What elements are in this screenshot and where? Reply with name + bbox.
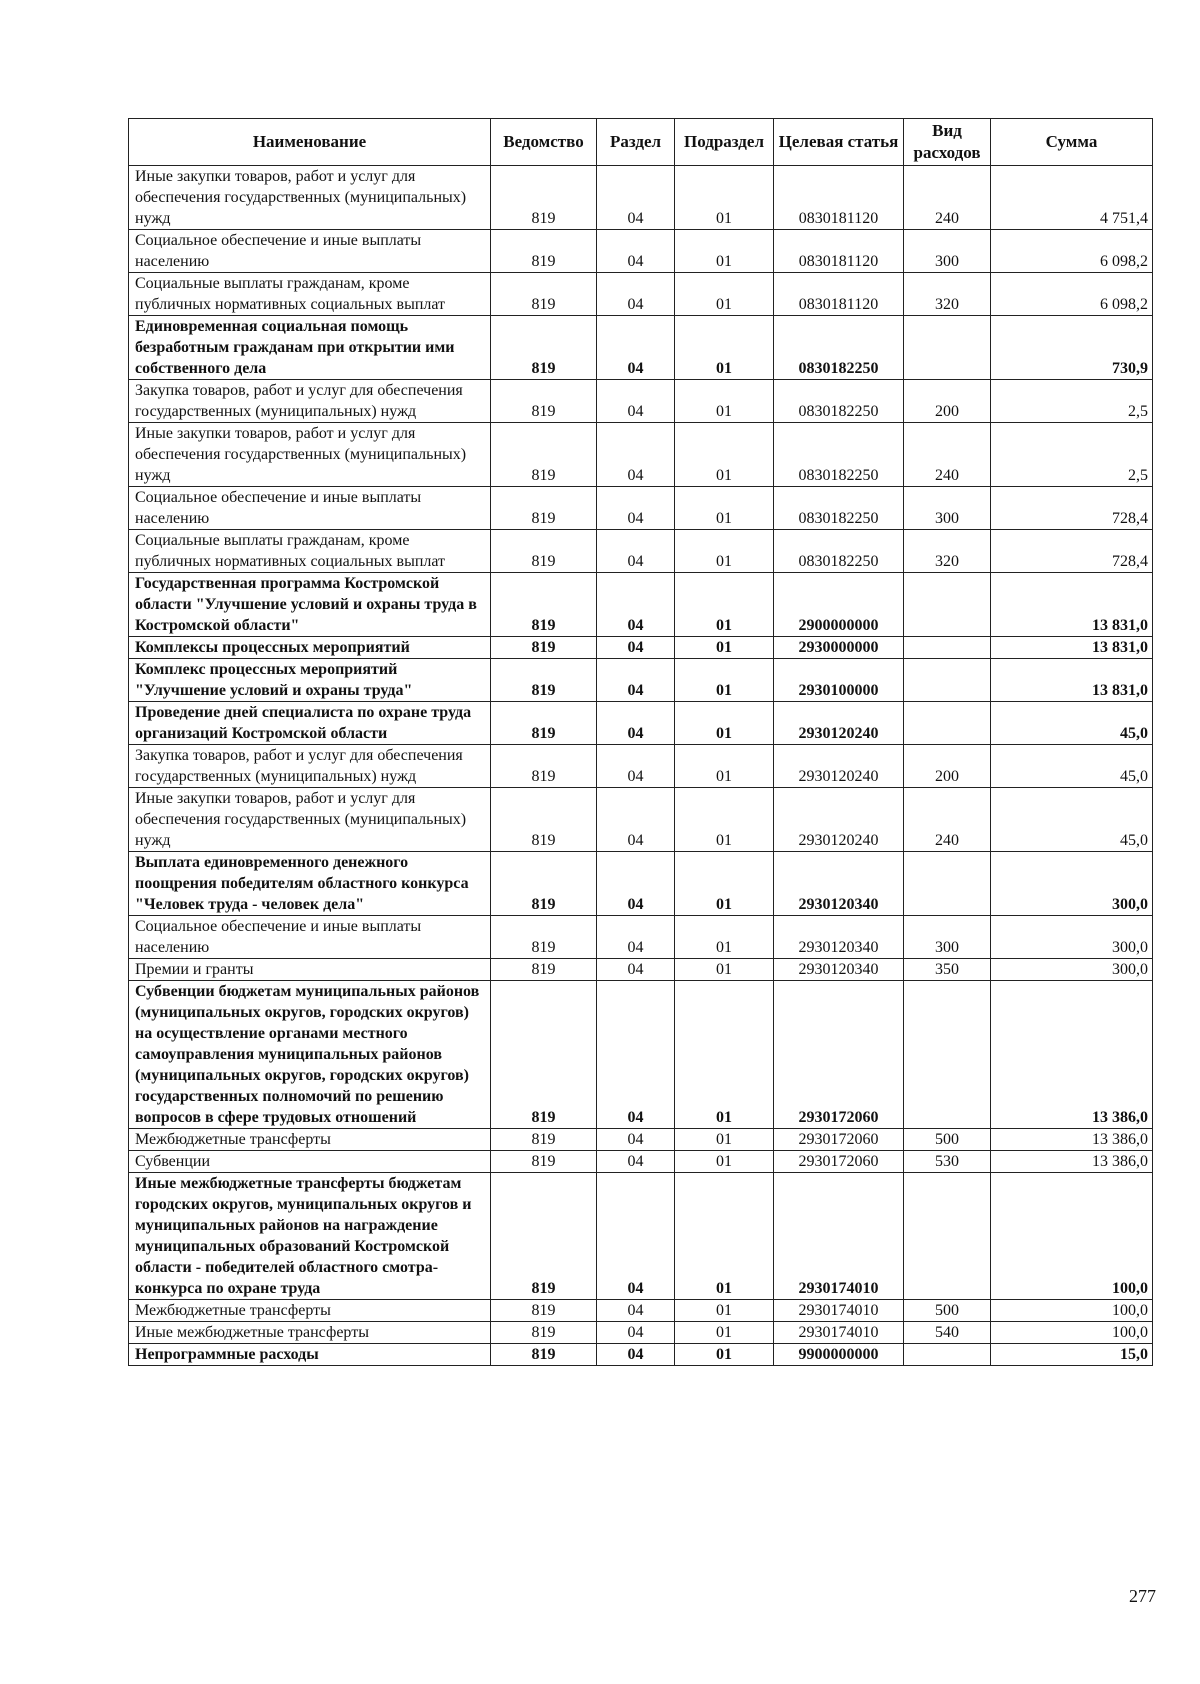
cell-department: 819 xyxy=(491,166,597,230)
header-subsection: Подраздел xyxy=(675,119,774,166)
table-row xyxy=(129,637,1153,659)
cell-target-article: 2930174010 xyxy=(774,1322,904,1344)
header-expense-type: Вид расходов xyxy=(904,119,991,166)
table-row xyxy=(129,1129,1153,1151)
cell-name: Социальные выплаты гражданам, кроме публичных нормативных социальных выплат xyxy=(129,273,491,316)
cell-name: Социальное обеспечение и иные выплаты населению xyxy=(129,230,491,273)
table-row xyxy=(129,530,1153,573)
cell-department: 819 xyxy=(491,530,597,573)
cell-name: Иные закупки товаров, работ и услуг для обеспечения государственных (муниципальных) нужд xyxy=(129,423,491,487)
cell-name: Государственная программа Костромской области "Улучшение условий и охраны труда в Костромской области" xyxy=(129,573,491,637)
cell-name: Межбюджетные трансферты xyxy=(129,1129,491,1151)
cell-subsection: 01 xyxy=(675,273,774,316)
cell-section: 04 xyxy=(597,273,675,316)
cell-subsection: 01 xyxy=(675,1322,774,1344)
cell-expense-type xyxy=(904,852,991,916)
cell-name: Единовременная социальная помощь безработным гражданам при открытии ими собственного дела xyxy=(129,316,491,380)
cell-sum: 100,0 xyxy=(991,1300,1153,1322)
cell-subsection: 01 xyxy=(675,530,774,573)
cell-target-article: 2930172060 xyxy=(774,981,904,1129)
cell-department: 819 xyxy=(491,1344,597,1366)
table-row xyxy=(129,1322,1153,1344)
cell-section: 04 xyxy=(597,1129,675,1151)
cell-sum: 13 386,0 xyxy=(991,1129,1153,1151)
cell-section: 04 xyxy=(597,788,675,852)
cell-section: 04 xyxy=(597,573,675,637)
cell-sum: 100,0 xyxy=(991,1173,1153,1300)
cell-department: 819 xyxy=(491,487,597,530)
cell-name: Социальное обеспечение и иные выплаты населению xyxy=(129,487,491,530)
cell-expense-type: 350 xyxy=(904,959,991,981)
cell-department: 819 xyxy=(491,423,597,487)
cell-subsection: 01 xyxy=(675,745,774,788)
cell-subsection: 01 xyxy=(675,659,774,702)
cell-target-article: 0830182250 xyxy=(774,316,904,380)
cell-subsection: 01 xyxy=(675,423,774,487)
cell-name: Премии и гранты xyxy=(129,959,491,981)
cell-department: 819 xyxy=(491,1300,597,1322)
header-target-article: Целевая статья xyxy=(774,119,904,166)
cell-department: 819 xyxy=(491,1322,597,1344)
cell-sum: 45,0 xyxy=(991,788,1153,852)
cell-expense-type: 300 xyxy=(904,487,991,530)
table-body xyxy=(129,166,1153,1366)
table-row xyxy=(129,1173,1153,1300)
cell-section: 04 xyxy=(597,981,675,1129)
table-header-row xyxy=(129,119,1153,166)
cell-sum: 100,0 xyxy=(991,1322,1153,1344)
cell-target-article: 9900000000 xyxy=(774,1344,904,1366)
cell-sum: 4 751,4 xyxy=(991,166,1153,230)
table-row xyxy=(129,166,1153,230)
table-row xyxy=(129,230,1153,273)
cell-expense-type xyxy=(904,659,991,702)
cell-department: 819 xyxy=(491,573,597,637)
cell-sum: 730,9 xyxy=(991,316,1153,380)
cell-target-article: 2930120240 xyxy=(774,788,904,852)
table-row xyxy=(129,573,1153,637)
cell-expense-type: 530 xyxy=(904,1151,991,1173)
table-row xyxy=(129,380,1153,423)
table-row xyxy=(129,1151,1153,1173)
cell-sum: 13 831,0 xyxy=(991,659,1153,702)
cell-expense-type: 240 xyxy=(904,788,991,852)
cell-target-article: 0830182250 xyxy=(774,487,904,530)
cell-sum: 13 386,0 xyxy=(991,1151,1153,1173)
table-row xyxy=(129,273,1153,316)
table-row xyxy=(129,487,1153,530)
cell-name: Закупка товаров, работ и услуг для обеспечения государственных (муниципальных) нужд xyxy=(129,745,491,788)
cell-department: 819 xyxy=(491,659,597,702)
cell-sum: 15,0 xyxy=(991,1344,1153,1366)
cell-sum: 6 098,2 xyxy=(991,230,1153,273)
budget-table xyxy=(128,118,1153,1366)
cell-name: Комплексы процессных мероприятий xyxy=(129,637,491,659)
cell-department: 819 xyxy=(491,316,597,380)
cell-section: 04 xyxy=(597,1322,675,1344)
cell-department: 819 xyxy=(491,1173,597,1300)
cell-expense-type: 500 xyxy=(904,1300,991,1322)
cell-subsection: 01 xyxy=(675,573,774,637)
cell-section: 04 xyxy=(597,659,675,702)
cell-subsection: 01 xyxy=(675,380,774,423)
cell-subsection: 01 xyxy=(675,166,774,230)
header-sum: Сумма xyxy=(991,119,1153,166)
cell-department: 819 xyxy=(491,916,597,959)
cell-department: 819 xyxy=(491,788,597,852)
table-row xyxy=(129,959,1153,981)
cell-target-article: 2900000000 xyxy=(774,573,904,637)
cell-sum: 2,5 xyxy=(991,380,1153,423)
cell-name: Социальные выплаты гражданам, кроме публичных нормативных социальных выплат xyxy=(129,530,491,573)
cell-target-article: 2930172060 xyxy=(774,1129,904,1151)
cell-name: Непрограммные расходы xyxy=(129,1344,491,1366)
cell-target-article: 2930174010 xyxy=(774,1173,904,1300)
cell-expense-type xyxy=(904,1173,991,1300)
page-number: 277 xyxy=(1129,1586,1156,1606)
cell-subsection: 01 xyxy=(675,1344,774,1366)
cell-department: 819 xyxy=(491,981,597,1129)
table-row xyxy=(129,745,1153,788)
table-row xyxy=(129,702,1153,745)
cell-subsection: 01 xyxy=(675,487,774,530)
cell-section: 04 xyxy=(597,423,675,487)
table-row xyxy=(129,1344,1153,1366)
cell-target-article: 2930120340 xyxy=(774,916,904,959)
cell-expense-type: 300 xyxy=(904,230,991,273)
cell-name: Иные закупки товаров, работ и услуг для обеспечения государственных (муниципальных) нужд xyxy=(129,788,491,852)
cell-target-article: 2930120240 xyxy=(774,702,904,745)
cell-name: Социальное обеспечение и иные выплаты населению xyxy=(129,916,491,959)
cell-sum: 13 831,0 xyxy=(991,573,1153,637)
table-row xyxy=(129,1300,1153,1322)
cell-section: 04 xyxy=(597,380,675,423)
cell-expense-type xyxy=(904,702,991,745)
table-row xyxy=(129,659,1153,702)
cell-subsection: 01 xyxy=(675,316,774,380)
cell-subsection: 01 xyxy=(675,1151,774,1173)
table-row xyxy=(129,916,1153,959)
cell-name: Иные закупки товаров, работ и услуг для обеспечения государственных (муниципальных) нужд xyxy=(129,166,491,230)
cell-sum: 2,5 xyxy=(991,423,1153,487)
cell-section: 04 xyxy=(597,530,675,573)
header-name: Наименование xyxy=(129,119,491,166)
cell-target-article: 0830181120 xyxy=(774,166,904,230)
cell-sum: 45,0 xyxy=(991,702,1153,745)
cell-target-article: 2930120240 xyxy=(774,745,904,788)
cell-department: 819 xyxy=(491,702,597,745)
cell-expense-type: 300 xyxy=(904,916,991,959)
cell-expense-type: 240 xyxy=(904,166,991,230)
cell-subsection: 01 xyxy=(675,1300,774,1322)
cell-department: 819 xyxy=(491,380,597,423)
cell-name: Комплекс процессных мероприятий "Улучшение условий и охраны труда" xyxy=(129,659,491,702)
cell-department: 819 xyxy=(491,637,597,659)
cell-subsection: 01 xyxy=(675,1173,774,1300)
cell-section: 04 xyxy=(597,230,675,273)
cell-name: Межбюджетные трансферты xyxy=(129,1300,491,1322)
cell-target-article: 0830181120 xyxy=(774,230,904,273)
cell-expense-type: 320 xyxy=(904,273,991,316)
cell-expense-type xyxy=(904,573,991,637)
cell-target-article: 0830181120 xyxy=(774,273,904,316)
cell-subsection: 01 xyxy=(675,702,774,745)
cell-target-article: 0830182250 xyxy=(774,380,904,423)
cell-target-article: 2930172060 xyxy=(774,1151,904,1173)
cell-expense-type xyxy=(904,981,991,1129)
cell-sum: 728,4 xyxy=(991,487,1153,530)
cell-name: Иные межбюджетные трансферты бюджетам городских округов, муниципальных округов и муниципальных районов на награждение муниципальных образований Костромской области - победителей областного смотра-конкурса по охране труда xyxy=(129,1173,491,1300)
cell-target-article: 2930174010 xyxy=(774,1300,904,1322)
cell-section: 04 xyxy=(597,316,675,380)
cell-name: Проведение дней специалиста по охране труда организаций Костромской области xyxy=(129,702,491,745)
cell-subsection: 01 xyxy=(675,230,774,273)
header-department: Ведомство xyxy=(491,119,597,166)
cell-department: 819 xyxy=(491,273,597,316)
cell-name: Иные межбюджетные трансферты xyxy=(129,1322,491,1344)
header-section: Раздел xyxy=(597,119,675,166)
cell-department: 819 xyxy=(491,230,597,273)
cell-subsection: 01 xyxy=(675,959,774,981)
budget-table-sheet xyxy=(128,118,1152,1366)
cell-section: 04 xyxy=(597,487,675,530)
cell-sum: 300,0 xyxy=(991,916,1153,959)
cell-expense-type: 540 xyxy=(904,1322,991,1344)
cell-expense-type xyxy=(904,1344,991,1366)
cell-subsection: 01 xyxy=(675,981,774,1129)
cell-section: 04 xyxy=(597,1344,675,1366)
cell-expense-type: 320 xyxy=(904,530,991,573)
cell-subsection: 01 xyxy=(675,852,774,916)
cell-subsection: 01 xyxy=(675,916,774,959)
table-row xyxy=(129,316,1153,380)
cell-department: 819 xyxy=(491,1129,597,1151)
cell-subsection: 01 xyxy=(675,1129,774,1151)
cell-sum: 13 831,0 xyxy=(991,637,1153,659)
cell-sum: 728,4 xyxy=(991,530,1153,573)
cell-department: 819 xyxy=(491,745,597,788)
cell-sum: 6 098,2 xyxy=(991,273,1153,316)
table-row xyxy=(129,423,1153,487)
cell-section: 04 xyxy=(597,852,675,916)
cell-department: 819 xyxy=(491,852,597,916)
cell-name: Выплата единовременного денежного поощрения победителям областного конкурса "Человек труда - человек дела" xyxy=(129,852,491,916)
cell-sum: 300,0 xyxy=(991,852,1153,916)
table-row xyxy=(129,788,1153,852)
table-row xyxy=(129,981,1153,1129)
cell-expense-type: 500 xyxy=(904,1129,991,1151)
cell-sum: 13 386,0 xyxy=(991,981,1153,1129)
cell-sum: 300,0 xyxy=(991,959,1153,981)
cell-section: 04 xyxy=(597,1173,675,1300)
cell-name: Субвенции бюджетам муниципальных районов (муниципальных округов, городских округов) на осуществление органами местного самоуправления муниципальных районов (муниципальных округов, городских округов) государственных полномочий по решению вопросов в сфере трудовых отношений xyxy=(129,981,491,1129)
cell-expense-type: 200 xyxy=(904,745,991,788)
cell-section: 04 xyxy=(597,637,675,659)
cell-department: 819 xyxy=(491,959,597,981)
cell-section: 04 xyxy=(597,959,675,981)
table-row xyxy=(129,852,1153,916)
cell-expense-type: 200 xyxy=(904,380,991,423)
cell-sum: 45,0 xyxy=(991,745,1153,788)
cell-target-article: 2930120340 xyxy=(774,959,904,981)
cell-target-article: 0830182250 xyxy=(774,530,904,573)
cell-section: 04 xyxy=(597,745,675,788)
cell-expense-type: 240 xyxy=(904,423,991,487)
cell-target-article: 2930120340 xyxy=(774,852,904,916)
cell-section: 04 xyxy=(597,166,675,230)
cell-subsection: 01 xyxy=(675,637,774,659)
cell-department: 819 xyxy=(491,1151,597,1173)
cell-expense-type xyxy=(904,637,991,659)
cell-section: 04 xyxy=(597,702,675,745)
cell-target-article: 0830182250 xyxy=(774,423,904,487)
cell-expense-type xyxy=(904,316,991,380)
cell-section: 04 xyxy=(597,916,675,959)
cell-section: 04 xyxy=(597,1300,675,1322)
cell-name: Субвенции xyxy=(129,1151,491,1173)
cell-section: 04 xyxy=(597,1151,675,1173)
cell-name: Закупка товаров, работ и услуг для обеспечения государственных (муниципальных) нужд xyxy=(129,380,491,423)
cell-target-article: 2930100000 xyxy=(774,659,904,702)
cell-subsection: 01 xyxy=(675,788,774,852)
cell-target-article: 2930000000 xyxy=(774,637,904,659)
